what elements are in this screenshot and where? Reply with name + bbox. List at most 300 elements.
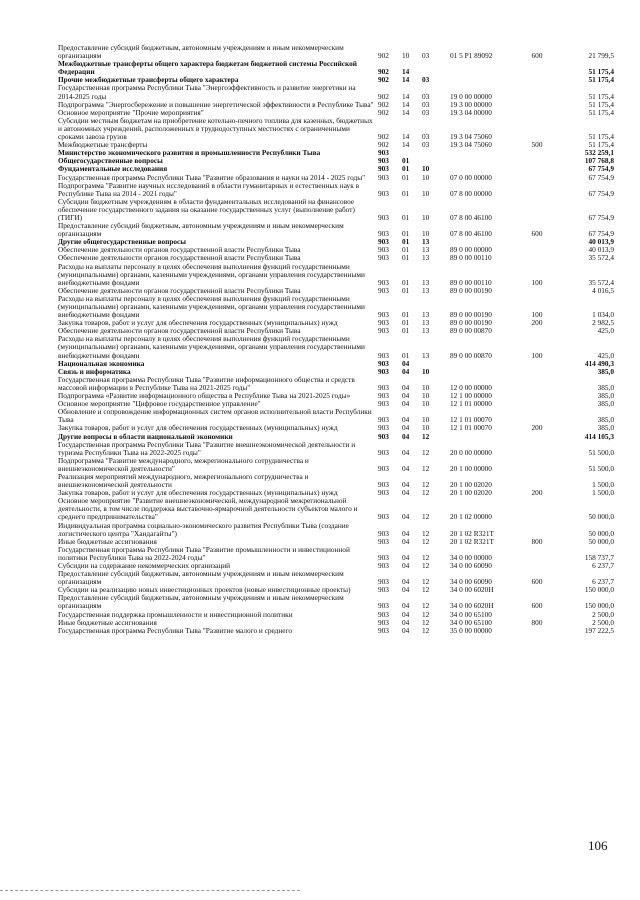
amount: 51 175,4 xyxy=(588,75,614,85)
section-code: 01 xyxy=(402,164,410,174)
section-code: 04 xyxy=(402,480,410,490)
ministry-code: 903 xyxy=(378,423,389,433)
amount: 51 175,4 xyxy=(588,140,614,150)
row-description: Общегосударственные вопросы xyxy=(58,156,163,166)
row-description: Основное мероприятие "Прочие мероприятия" xyxy=(58,107,204,117)
table-row xyxy=(58,457,614,473)
section-code: 01 xyxy=(402,326,410,336)
target-article-code: 07 8 00 46100 xyxy=(450,229,492,239)
section-code: 14 xyxy=(402,107,410,117)
row-description: Государственная программа Республики Тыва "Развитие малого и среднего xyxy=(58,625,292,635)
amount: 1 034,0 xyxy=(592,310,614,320)
subsection-code: 10 xyxy=(422,172,430,182)
section-code: 14 xyxy=(402,132,410,142)
subsection-code: 03 xyxy=(422,99,430,109)
target-article-code: 12 1 01 00070 xyxy=(450,415,492,425)
amount: 4 016,5 xyxy=(592,285,614,295)
footer-rule xyxy=(0,890,300,891)
section-code: 01 xyxy=(402,245,410,255)
subsection-code: 10 xyxy=(422,399,430,409)
expense-type-code: 200 xyxy=(531,318,543,328)
section-code: 01 xyxy=(402,237,410,247)
row-description: Государственная программа Республики Тыва "Развитие внешнеэкономической деятельности и туризма Республики Тыва на 2022-2025 годы" xyxy=(58,439,356,457)
amount: 67 754,9 xyxy=(588,212,614,222)
section-code: 04 xyxy=(402,577,410,587)
row-description: Субсидии на реализацию новых инвестиционных проектов (новые инвестиционные проекты) xyxy=(58,585,351,595)
amount: 2 500,0 xyxy=(592,617,614,627)
table-row xyxy=(58,570,614,586)
amount: 67 754,9 xyxy=(588,164,614,174)
amount: 197 222,5 xyxy=(584,625,614,635)
row-description: Государственная программа Республики Тыва "Развитие образования и науки на 2014 - 2025 годы" xyxy=(58,172,366,182)
row-description: Закупка товаров, работ и услуг для обеспечения государственных (муниципальных) нужд xyxy=(58,318,338,328)
row-description: Основное мероприятие "Развитие внешнеэкономической, международной межрегиональной деятельности, в том числе поддержка выставочно-ярмарочной деятельности субъектов малого и среднего предпринимательства" xyxy=(58,496,358,522)
subsection-code: 12 xyxy=(422,512,430,522)
ministry-code: 903 xyxy=(378,237,389,247)
subsection-code: 12 xyxy=(422,447,430,457)
section-code: 01 xyxy=(402,156,410,166)
target-article-code: 20 1 02 R321Т xyxy=(450,528,494,538)
expense-type-code: 800 xyxy=(531,536,543,546)
amount: 107 768,8 xyxy=(584,156,614,166)
target-article-code: 89 0 00 00190 xyxy=(450,318,492,328)
subsection-code: 12 xyxy=(422,552,430,562)
section-code: 04 xyxy=(402,366,410,376)
subsection-code: 10 xyxy=(422,212,430,222)
row-description: Закупка товаров, работ и услуг для обеспечения государственных (муниципальных) нужд xyxy=(58,423,338,433)
subsection-code: 12 xyxy=(422,577,430,587)
target-article-code: 34 0 00 60090 xyxy=(450,561,492,570)
page-number: 106 xyxy=(588,838,608,853)
ministry-code: 903 xyxy=(378,617,389,627)
ministry-code: 902 xyxy=(378,91,389,101)
section-code: 01 xyxy=(402,188,410,198)
table-row xyxy=(58,360,614,368)
subsection-code: 10 xyxy=(422,229,430,239)
expense-type-code: 600 xyxy=(531,577,543,587)
ministry-code: 902 xyxy=(378,67,389,77)
amount: 21 799,5 xyxy=(588,51,614,61)
ministry-code: 903 xyxy=(378,528,389,538)
ministry-code: 903 xyxy=(378,561,389,570)
ministry-code: 903 xyxy=(378,480,389,490)
target-article-code: 20 1 00 00000 xyxy=(450,463,492,473)
ministry-code: 903 xyxy=(378,463,389,473)
amount: 6 237,7 xyxy=(592,577,614,587)
target-article-code: 35 0 00 00000 xyxy=(450,625,492,635)
row-description: Предоставление субсидий бюджетным, автономным учреждениям и иным некоммерческим организациям xyxy=(58,43,344,61)
subsection-code: 12 xyxy=(422,431,430,441)
ministry-code: 903 xyxy=(378,625,389,635)
section-code: 04 xyxy=(402,528,410,538)
target-article-code: 34 0 00 65100 xyxy=(450,609,492,619)
section-code: 14 xyxy=(402,75,410,85)
target-article-code: 12 0 00 00000 xyxy=(450,382,492,392)
ministry-code: 903 xyxy=(378,253,389,263)
row-description: Прочие межбюджетные трансферты общего характера xyxy=(58,75,239,85)
amount: 67 754,9 xyxy=(588,172,614,182)
section-code: 01 xyxy=(402,229,410,239)
section-code: 04 xyxy=(402,358,410,368)
target-article-code: 12 1 00 00000 xyxy=(450,391,492,401)
target-article-code: 89 0 00 00870 xyxy=(450,326,492,336)
row-description: Подпрограмма "Развитие научных исследований в области гуманитарных и естественных наук в Республике Тыва на 2014 - 2021 годы" xyxy=(58,180,360,198)
subsection-code: 13 xyxy=(422,350,430,360)
ministry-code: 903 xyxy=(378,172,389,182)
amount: 67 754,9 xyxy=(588,229,614,239)
amount: 67 754,9 xyxy=(588,188,614,198)
table-row xyxy=(58,627,614,635)
target-article-code: 20 0 00 00000 xyxy=(450,447,492,457)
table-row xyxy=(58,44,614,60)
subsection-code: 13 xyxy=(422,310,430,320)
ministry-code: 903 xyxy=(378,488,389,498)
section-code: 04 xyxy=(402,463,410,473)
ministry-code: 903 xyxy=(378,229,389,239)
subsection-code: 03 xyxy=(422,132,430,142)
target-article-code: 19 3 04 75060 xyxy=(450,132,492,142)
row-description: Расходы на выплаты персоналу в целях обеспечения выполнения функций государственными (муниципальными) органами, казенными учреждениями, органами управления государственными внебюджетными фондами xyxy=(58,293,365,320)
target-article-code: 34 0 00 6020Н xyxy=(450,601,494,611)
subsection-code: 10 xyxy=(422,382,430,392)
amount: 425,0 xyxy=(597,350,614,360)
table-row xyxy=(58,182,614,198)
subsection-code: 13 xyxy=(422,326,430,336)
subsection-code: 12 xyxy=(422,488,430,498)
table-row xyxy=(58,441,614,457)
row-description: Основное мероприятие "Цифровое государственное управление" xyxy=(58,399,261,409)
ministry-code: 902 xyxy=(378,75,389,85)
target-article-code: 12 1 01 00070 xyxy=(450,423,492,433)
amount: 385,0 xyxy=(597,423,614,433)
section-code: 04 xyxy=(402,536,410,546)
subsection-code: 12 xyxy=(422,463,430,473)
section-code: 10 xyxy=(402,51,410,61)
ministry-code: 903 xyxy=(378,245,389,255)
target-article-code: 89 0 00 00110 xyxy=(450,277,492,287)
row-description: Межбюджетные трансферты xyxy=(58,140,148,150)
amount: 50 000,0 xyxy=(588,536,614,546)
row-description: Подпрограмма "Энергосбережение и повышение энергетической эффективности в Республике Тыва" xyxy=(58,99,374,109)
ministry-code: 902 xyxy=(378,140,389,150)
amount: 2 500,0 xyxy=(592,609,614,619)
ministry-code: 903 xyxy=(378,552,389,562)
table-row xyxy=(58,497,614,521)
target-article-code: 19 0 00 00000 xyxy=(450,91,492,101)
section-code: 04 xyxy=(402,423,410,433)
section-code: 04 xyxy=(402,391,410,401)
amount: 51 175,4 xyxy=(588,132,614,142)
row-description: Индивидуальная программа социально-экономического развития Республики Тыва (создание логистического центра "Хандагайты") xyxy=(58,520,349,538)
expense-type-code: 200 xyxy=(531,488,543,498)
expense-type-code: 100 xyxy=(531,277,543,287)
section-code: 04 xyxy=(402,609,410,619)
subsection-code: 12 xyxy=(422,585,430,595)
subsection-code: 10 xyxy=(422,366,430,376)
ministry-code: 903 xyxy=(378,577,389,587)
ministry-code: 903 xyxy=(378,382,389,392)
table-row xyxy=(58,546,614,562)
ministry-code: 903 xyxy=(378,277,389,287)
amount: 51 175,4 xyxy=(588,91,614,101)
expense-type-code: 600 xyxy=(531,51,543,61)
row-description: Государственная программа Республики Тыва "Развитие промышленности и инвестиционной политики Республики Тыва на 2022-2024 годы" xyxy=(58,544,350,562)
table-row xyxy=(58,222,614,238)
subsection-code: 13 xyxy=(422,277,430,287)
section-code: 14 xyxy=(402,91,410,101)
amount: 425,0 xyxy=(597,326,614,336)
section-code: 04 xyxy=(402,431,410,441)
amount: 158 737,7 xyxy=(584,552,614,562)
row-description: Государственная программа Республики Тыва "Развитие информационного общества и средств массовой информации в Республике Тыва на 2021-2025 годы" xyxy=(58,374,355,392)
row-description: Реализация мероприятий международного, межрегионального сотрудничества и внешнеэкономической деятельности xyxy=(58,471,309,490)
section-code: 01 xyxy=(402,285,410,295)
section-code: 04 xyxy=(402,415,410,425)
subsection-code: 12 xyxy=(422,561,430,570)
row-description: Иные бюджетные ассигнования xyxy=(58,617,157,627)
row-description: Национальная экономика xyxy=(58,358,145,368)
subsection-code: 13 xyxy=(422,253,430,263)
expense-type-code: 200 xyxy=(531,423,543,433)
target-article-code: 19 3 04 75060 xyxy=(450,140,492,150)
amount: 51 175,4 xyxy=(588,107,614,117)
row-description: Предоставление субсидий бюджетным, автономным учреждениям и иным некоммерческим организациям xyxy=(58,593,344,611)
expense-type-code: 800 xyxy=(531,617,543,627)
subsection-code: 03 xyxy=(422,140,430,150)
ministry-code: 903 xyxy=(378,601,389,611)
subsection-code: 10 xyxy=(422,391,430,401)
section-code: 04 xyxy=(402,552,410,562)
amount: 414 490,3 xyxy=(584,358,614,368)
ministry-code: 903 xyxy=(378,415,389,425)
subsection-code: 10 xyxy=(422,164,430,174)
row-description: Подпрограмма "Развитие международного, межрегионального сотрудничества и внешнеэкономической деятельности" xyxy=(58,455,309,473)
target-article-code: 89 0 00 00190 xyxy=(450,310,492,320)
section-code: 04 xyxy=(402,625,410,635)
subsection-code: 12 xyxy=(422,609,430,619)
ministry-code: 903 xyxy=(378,326,389,336)
subsection-code: 03 xyxy=(422,91,430,101)
row-description: Подпрограмма «Развитие информационного общества в Республике Тыва на 2021-2025 годы» xyxy=(58,391,351,401)
amount: 150 000,0 xyxy=(584,601,614,611)
section-code: 04 xyxy=(402,512,410,522)
ministry-code: 902 xyxy=(378,132,389,142)
subsection-code: 12 xyxy=(422,617,430,627)
section-code: 04 xyxy=(402,488,410,498)
table-row xyxy=(58,522,614,538)
row-description: Другие вопросы в области национальной экономики xyxy=(58,431,233,441)
row-description: Фундаментальные исследования xyxy=(58,164,168,174)
ministry-code: 903 xyxy=(378,188,389,198)
amount: 414 105,3 xyxy=(584,431,614,441)
expense-type-code: 600 xyxy=(531,601,543,611)
ministry-code: 903 xyxy=(378,164,389,174)
subsection-code: 12 xyxy=(422,528,430,538)
target-article-code: 34 0 00 6020Н xyxy=(450,585,494,595)
table-row xyxy=(58,60,614,76)
target-article-code: 19 3 04 00000 xyxy=(450,107,492,117)
target-article-code: 34 0 00 65100 xyxy=(450,617,492,627)
ministry-code: 903 xyxy=(378,609,389,619)
row-description: Иные бюджетные ассигнования xyxy=(58,536,157,546)
ministry-code: 903 xyxy=(378,318,389,328)
subsection-code: 10 xyxy=(422,188,430,198)
row-description: Обеспечение деятельности органов государственной власти Республики Тыва xyxy=(58,245,301,255)
target-article-code: 89 0 00 00870 xyxy=(450,350,492,360)
section-code: 04 xyxy=(402,617,410,627)
section-code: 01 xyxy=(402,318,410,328)
amount: 51 175,4 xyxy=(588,99,614,109)
amount: 40 013,9 xyxy=(588,245,614,255)
target-article-code: 20 1 00 02020 xyxy=(450,480,492,490)
amount: 50 000,0 xyxy=(588,512,614,522)
table-row xyxy=(58,473,614,489)
ministry-code: 903 xyxy=(378,399,389,409)
subsection-code: 13 xyxy=(422,237,430,247)
section-code: 04 xyxy=(402,585,410,595)
table-row xyxy=(58,198,614,222)
subsection-code: 12 xyxy=(422,625,430,635)
ministry-code: 903 xyxy=(378,310,389,320)
ministry-code: 903 xyxy=(378,536,389,546)
section-code: 14 xyxy=(402,99,410,109)
section-code: 01 xyxy=(402,310,410,320)
row-description: Расходы на выплаты персоналу в целях обеспечения выполнения функций государственными (муниципальными) органами, казенными учреждениями, органами управления государственными внебюджетными фондами xyxy=(58,261,365,287)
section-code: 01 xyxy=(402,350,410,360)
row-description: Связь и информатика xyxy=(58,366,131,376)
row-description: Расходы на выплаты персоналу в целях обеспечения выполнения функций государственными (муниципальными) органами, казенными учреждениями, органами управления государственными внебюджетными фондами xyxy=(58,334,365,360)
section-code: 04 xyxy=(402,601,410,611)
table-row xyxy=(58,335,614,359)
subsection-code: 13 xyxy=(422,285,430,295)
section-code: 04 xyxy=(402,447,410,457)
row-description: Другие общегосударственные вопросы xyxy=(58,237,186,247)
row-description: Предоставление субсидий бюджетным, автономным учреждениям и иным некоммерческим организациям xyxy=(58,569,344,587)
amount: 150 000,0 xyxy=(584,585,614,595)
amount: 1 500,0 xyxy=(592,488,614,498)
row-description: Субсидии местным бюджетам на приобретение котельно-печного топлива для казенных, бюджетных и автономных учреждений, расположенных в труднодоступных местностях с ограниченными сроками завоза грузов xyxy=(58,115,373,142)
table-row xyxy=(58,263,614,287)
row-description: Субсидии на содержание некоммерческих организаций xyxy=(58,561,231,570)
amount: 51 500,0 xyxy=(588,463,614,473)
ministry-code: 902 xyxy=(378,99,389,109)
target-article-code: 01 5 P1 89092 xyxy=(450,51,493,61)
table-row xyxy=(58,295,614,319)
expense-type-code: 600 xyxy=(531,229,543,239)
section-code: 01 xyxy=(402,277,410,287)
ministry-code: 903 xyxy=(378,350,389,360)
ministry-code: 903 xyxy=(378,212,389,222)
target-article-code: 20 1 02 R321Т xyxy=(450,536,494,546)
budget-table xyxy=(58,44,614,635)
amount: 35 572,4 xyxy=(588,253,614,263)
target-article-code: 20 1 00 02020 xyxy=(450,488,492,498)
subsection-code: 12 xyxy=(422,480,430,490)
target-article-code: 89 0 00 00190 xyxy=(450,285,492,295)
row-description: Обновление и сопровождение информационных систем органов исполнительной власти Республики Тыва xyxy=(58,407,372,425)
target-article-code: 19 3 00 00000 xyxy=(450,99,492,109)
section-code: 01 xyxy=(402,172,410,182)
row-description: Субсидии бюджетным учреждениям в области фундаментальных исследований на финансовое обеспечение государственного задания на оказание государственных услуг (выполнение работ) (ТИГИ) xyxy=(58,196,355,222)
subsection-code: 13 xyxy=(422,245,430,255)
section-code: 04 xyxy=(402,382,410,392)
ministry-code: 903 xyxy=(378,585,389,595)
table-row xyxy=(58,408,614,424)
row-description: Обеспечение деятельности органов государственной власти Республики Тыва xyxy=(58,253,301,263)
ministry-code: 902 xyxy=(378,107,389,117)
amount: 35 572,4 xyxy=(588,277,614,287)
amount: 1 500,0 xyxy=(592,480,614,490)
amount: 532 259,1 xyxy=(584,148,614,158)
expense-type-code: 100 xyxy=(531,350,543,360)
section-code: 01 xyxy=(402,253,410,263)
subsection-code: 12 xyxy=(422,536,430,546)
target-article-code: 20 1 02 00000 xyxy=(450,512,492,522)
ministry-code: 903 xyxy=(378,156,389,166)
subsection-code: 03 xyxy=(422,75,430,85)
amount: 2 982,5 xyxy=(592,318,614,328)
ministry-code: 903 xyxy=(378,148,389,158)
amount: 6 237,7 xyxy=(592,561,614,570)
row-description: Предоставление субсидий бюджетным, автономным учреждениям и иным некоммерческим организациям xyxy=(58,221,344,239)
ministry-code: 903 xyxy=(378,391,389,401)
table-row xyxy=(58,84,614,100)
amount: 50 000,0 xyxy=(588,528,614,538)
amount: 51 175,4 xyxy=(588,67,614,77)
table-row xyxy=(58,594,614,610)
section-code: 14 xyxy=(402,140,410,150)
subsection-code: 12 xyxy=(422,601,430,611)
section-code: 14 xyxy=(402,67,410,77)
subsection-code: 13 xyxy=(422,318,430,328)
section-code: 04 xyxy=(402,399,410,409)
ministry-code: 903 xyxy=(378,447,389,457)
ministry-code: 903 xyxy=(378,431,389,441)
amount: 385,0 xyxy=(597,391,614,401)
amount: 385,0 xyxy=(597,366,614,376)
target-article-code: 07 8 00 00000 xyxy=(450,188,492,198)
amount: 51 500,0 xyxy=(588,447,614,457)
ministry-code: 903 xyxy=(378,366,389,376)
row-description: Закупка товаров, работ и услуг для обеспечения государственных (муниципальных) нужд xyxy=(58,488,338,498)
target-article-code: 34 0 00 60090 xyxy=(450,577,492,587)
row-description: Обеспечение деятельности органов государственной власти Республики Тыва xyxy=(58,326,301,336)
subsection-code: 03 xyxy=(422,107,430,117)
row-description: Обеспечение деятельности органов государственной власти Республики Тыва xyxy=(58,285,301,295)
row-description: Государственная поддержка промышленности и инвестиционной политики xyxy=(58,609,293,619)
row-description: Министерство экономического развития и промышленности Республики Тыва xyxy=(58,148,321,158)
amount: 385,0 xyxy=(597,382,614,392)
amount: 385,0 xyxy=(597,415,614,425)
ministry-code: 903 xyxy=(378,512,389,522)
target-article-code: 12 1 01 00000 xyxy=(450,399,492,409)
section-code: 04 xyxy=(402,561,410,570)
ministry-code: 903 xyxy=(378,285,389,295)
amount: 40 013,9 xyxy=(588,237,614,247)
amount: 385,0 xyxy=(597,399,614,409)
row-description: Государственная программа Республики Тыва "Энергоэффективность и развитие энергетики на 2014-2025 годы xyxy=(58,83,356,101)
target-article-code: 07 0 00 00000 xyxy=(450,172,492,182)
ministry-code: 902 xyxy=(378,51,389,61)
expense-type-code: 100 xyxy=(531,310,543,320)
target-article-code: 89 0 00 00000 xyxy=(450,245,492,255)
target-article-code: 07 8 00 46100 xyxy=(450,212,492,222)
ministry-code: 903 xyxy=(378,358,389,368)
section-code: 01 xyxy=(402,212,410,222)
target-article-code: 34 0 00 00000 xyxy=(450,552,492,562)
subsection-code: 10 xyxy=(422,423,430,433)
expense-type-code: 500 xyxy=(531,140,543,150)
